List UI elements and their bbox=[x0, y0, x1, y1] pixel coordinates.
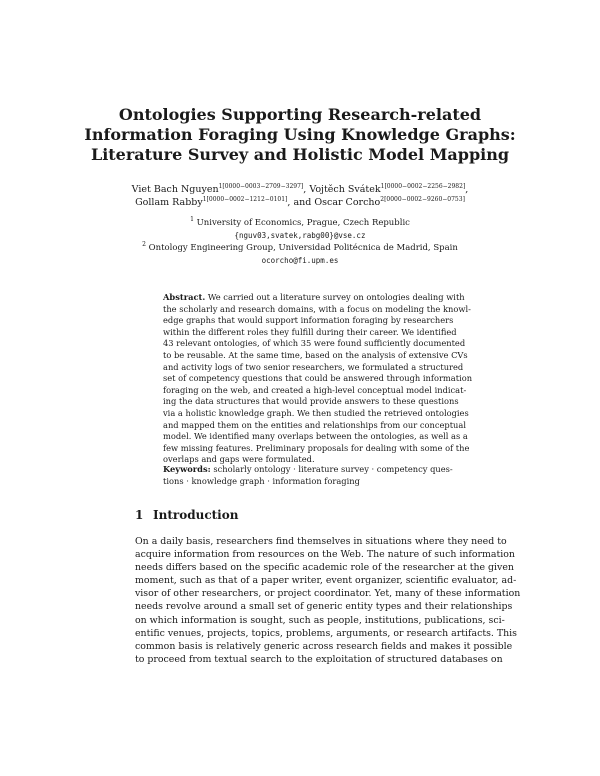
keywords-text: scholarly ontology · literature survey · competency ques- bbox=[213, 464, 453, 474]
body-line: acquire information from resources on the Web. The nature of such information bbox=[135, 549, 515, 561]
title-line: Ontologies Supporting Research-related bbox=[118, 105, 482, 124]
body-line: needs differs based on the specific academic role of the researcher at the given bbox=[135, 562, 514, 574]
abstract-line: via a holistic knowledge graph. We then studied the retrieved ontologies bbox=[163, 407, 469, 418]
author-marker: 2[0000−0002−9260−0753] bbox=[380, 196, 465, 203]
affiliations bbox=[0, 217, 600, 267]
body-line: to proceed from textual search to the exploitation of structured databases on bbox=[135, 653, 503, 665]
abstract-line bbox=[163, 292, 465, 304]
title-line: Information Foraging Using Knowledge Graphs: bbox=[84, 125, 516, 144]
abstract-line: model. We identified many overlaps between the ontologies, as well as a bbox=[163, 431, 468, 442]
separator: , bbox=[465, 184, 469, 195]
abstract-line: to be reusable. At the same time, based on the analysis of extensive CVs bbox=[163, 349, 468, 360]
body-line: moment, such as that of a paper writer, event organizer, scientific evaluator, ad- bbox=[135, 575, 517, 587]
author-marker: 1[0000−0003−2709−3297] bbox=[218, 183, 304, 190]
section-title: Introduction bbox=[153, 508, 239, 522]
affiliation-email: {nguv03,svatek,rabg00}@vse.cz bbox=[234, 230, 366, 240]
body-line: common basis is relatively generic across research fields and makes it possible bbox=[135, 640, 513, 652]
intro-paragraph bbox=[135, 535, 521, 666]
body-line: visor of other researchers, or project coordinator. Yet, many of these information bbox=[135, 588, 521, 600]
affiliation-number: 2 bbox=[142, 241, 146, 248]
affiliation-text: Ontology Engineering Group, Universidad Politécnica de Madrid, Spain bbox=[148, 243, 458, 253]
keywords-line bbox=[163, 464, 453, 476]
abstract-line: the scholarly and research domains, with a focus on modeling the knowl- bbox=[163, 303, 471, 314]
author-name: Vojtěch Svátek bbox=[309, 184, 381, 195]
keywords-line: tions · knowledge graph · information foraging bbox=[163, 475, 360, 486]
affiliation-number: 1 bbox=[190, 216, 194, 223]
author-line bbox=[0, 183, 600, 196]
abstract-line: and mapped them on the entities and relationships from our conceptual bbox=[163, 419, 466, 430]
abstract-line: foraging on the web, and created a high-level conceptual model indicat- bbox=[163, 384, 467, 395]
title-line: Literature Survey and Holistic Model Mapping bbox=[90, 145, 510, 164]
author-name: Gollam Rabby bbox=[135, 197, 203, 208]
abstract-line: 43 relevant ontologies, of which 35 were found sufficiently documented bbox=[163, 338, 466, 349]
affiliation-text: University of Economics, Prague, Czech Republic bbox=[196, 218, 410, 228]
author-name: Viet Bach Nguyen bbox=[131, 184, 219, 195]
body-line: on which information is sought, such as people, institutions, publications, sci- bbox=[135, 614, 505, 626]
affiliation-email: ocorcho@fi.upm.es bbox=[261, 255, 339, 265]
separator: , bbox=[303, 184, 307, 195]
abstract-line: overlaps and gaps were formulated. bbox=[163, 454, 315, 465]
keywords-label: Keywords: bbox=[163, 464, 211, 474]
author-line bbox=[0, 196, 600, 209]
affiliation bbox=[0, 242, 600, 255]
section-number: 1 bbox=[135, 508, 144, 522]
author-name: Oscar Corcho bbox=[314, 197, 381, 208]
abstract-line: within the different roles they fulfill during their career. We identified bbox=[163, 326, 457, 337]
author-list bbox=[0, 183, 600, 209]
section-heading bbox=[135, 507, 238, 523]
abstract-line: ing the data structures that would provide answers to these questions bbox=[163, 396, 459, 407]
body-line: On a daily basis, researchers find themselves in situations where they need to bbox=[135, 536, 507, 547]
author-marker: 1[0000−0002−1212−0101] bbox=[202, 196, 288, 203]
author-marker: 1[0000−0002−2256−2982] bbox=[380, 183, 466, 190]
body-line: entific venues, projects, topics, problems, arguments, or research artifacts. This bbox=[135, 627, 517, 639]
abstract-line: few missing features. Preliminary proposals for dealing with some of the bbox=[163, 442, 470, 453]
paper-title bbox=[0, 105, 600, 165]
abstract-line: set of competency questions that could be answered through information bbox=[163, 373, 473, 384]
abstract-label: Abstract. bbox=[163, 292, 206, 302]
abstract bbox=[163, 292, 473, 466]
keywords bbox=[163, 464, 453, 487]
abstract-text: We carried out a literature survey on ontologies dealing with bbox=[207, 292, 465, 302]
separator: , and bbox=[287, 197, 315, 208]
body-line: needs revolve around a small set of generic entity types and their relationships bbox=[135, 601, 513, 613]
affiliation bbox=[0, 217, 600, 230]
abstract-line: and activity logs of two senior researchers, we formulated a structured bbox=[163, 361, 464, 372]
abstract-line: edge graphs that would support information foraging by researchers bbox=[163, 315, 454, 326]
